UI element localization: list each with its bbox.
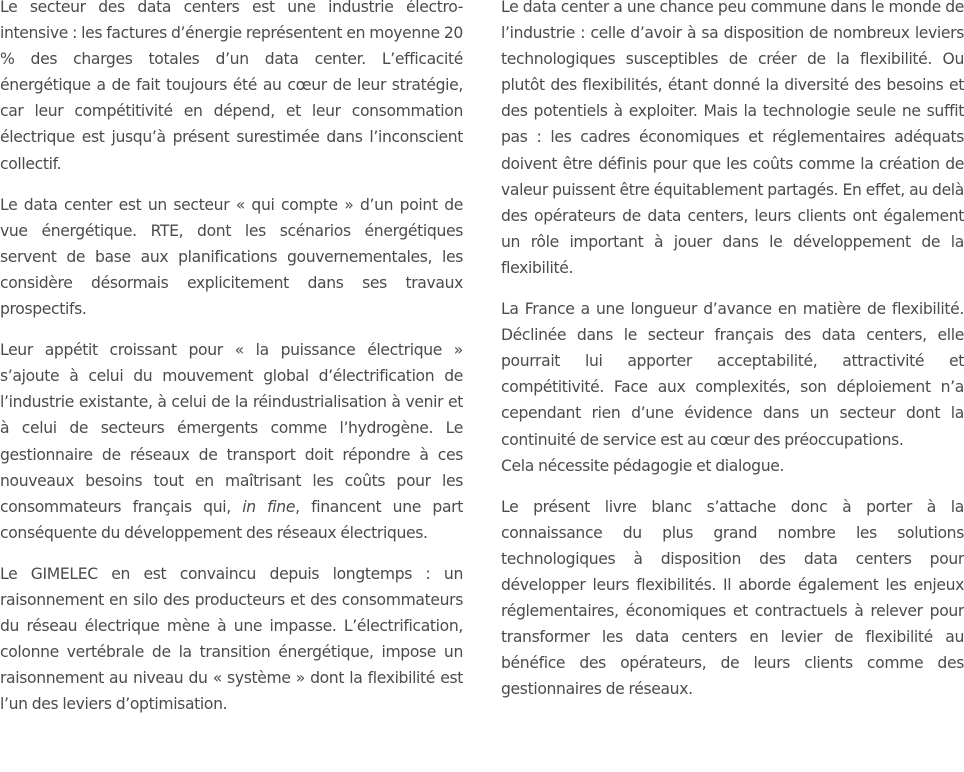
left-column [0, 0, 463, 732]
right-column [501, 0, 964, 717]
paragraph-white-paper-purpose: Le présent livre blanc s’attache donc à porter à la connaissance du plus grand nombre les solutions technologiques à disposition des data centers pour développer leurs flexibilités. Il aborde également les enjeux réglementaires, économiques et contractuels à relever pour transformer les data centers en levier de flexibilité au bénéfice des opérateurs, de leurs clients comme des gestionnaires de réseaux. [501, 497, 964, 699]
in-fine-emphasis: in fine [242, 497, 296, 516]
paragraph-power-appetite-part1: Leur appétit croissant pour « la puissance électrique » s’ajoute à celui du mouvement global d’électrification de l’industrie existante, à celui de la réindustrialisation à venir et à celui de secteurs émergents comme l’hydrogène. Le gestionnaire de réseaux de transport doit répondre à ces nouveaux besoins tout en maîtrisant les coûts pour les consommateurs français qui, [0, 341, 463, 516]
paragraph-power-appetite [0, 337, 463, 546]
paragraph-france-lead-conclusion: Cela nécessite pédagogie et dialogue. [501, 456, 785, 475]
paragraph-france-lead-body: La France a une longueur d’avance en matière de flexibilité. Déclinée dans le secteur français des data centers, elle pourrait lui apporter acceptabilité, attractivité et compétitivité. Face aux complexités, son déploiement n’a cependant rien d’une évidence dans un secteur dont la continuité de service est au cœur des préoccupations. [501, 300, 964, 449]
paragraph-gimelec: Le GIMELEC en est convaincu depuis longtemps : un raisonnement en silo des producteurs et des consommateurs du réseau électrique mène à une impasse. L’électrification, colonne vertébrale de la transition énergétique, impose un raisonnement au niveau du « système » dont la flexibilité est l’un des leviers d’optimisation. [0, 564, 463, 714]
paragraph-energy-intensive: Le secteur des data centers est une industrie électro-intensive : les factures d’énergie représentent en moyenne 20 % des charges totales d’un data center. L’efficacité énergétique a de fait toujours été au cœur de leur stratégie, car leur compétitivité en dépend, et leur consommation électrique est jusqu’à présent surestimée dans l’inconscient collectif. [0, 0, 463, 173]
paragraph-rte: Le data center est un secteur « qui compte » d’un point de vue énergétique. RTE, dont les scénarios énergétiques servent de base aux planifications gouvernementales, les considère désormais explicitement dans ses travaux prospectifs. [0, 195, 463, 319]
paragraph-technology-levers: Le data center a une chance peu commune dans le monde de l’industrie : celle d’avoir à sa disposition de nombreux leviers technologiques susceptibles de créer de la flexibilité. Ou plutôt des flexibilités, étant donné la diversité des besoins et des potentiels à exploiter. Mais la technologie seule ne suffit pas : les cadres économiques et réglementaires adéquats doivent être définis pour que les coûts comme la création de valeur puissent être équitablement partagés. En effet, au delà des opérateurs de data centers, leurs clients ont également un rôle important à jouer dans le développement de la flexibilité. [501, 0, 964, 277]
paragraph-france-lead [501, 296, 964, 479]
paragraph-power-appetite-part2: , financent une part conséquente du développement des réseaux électriques. [0, 497, 463, 542]
